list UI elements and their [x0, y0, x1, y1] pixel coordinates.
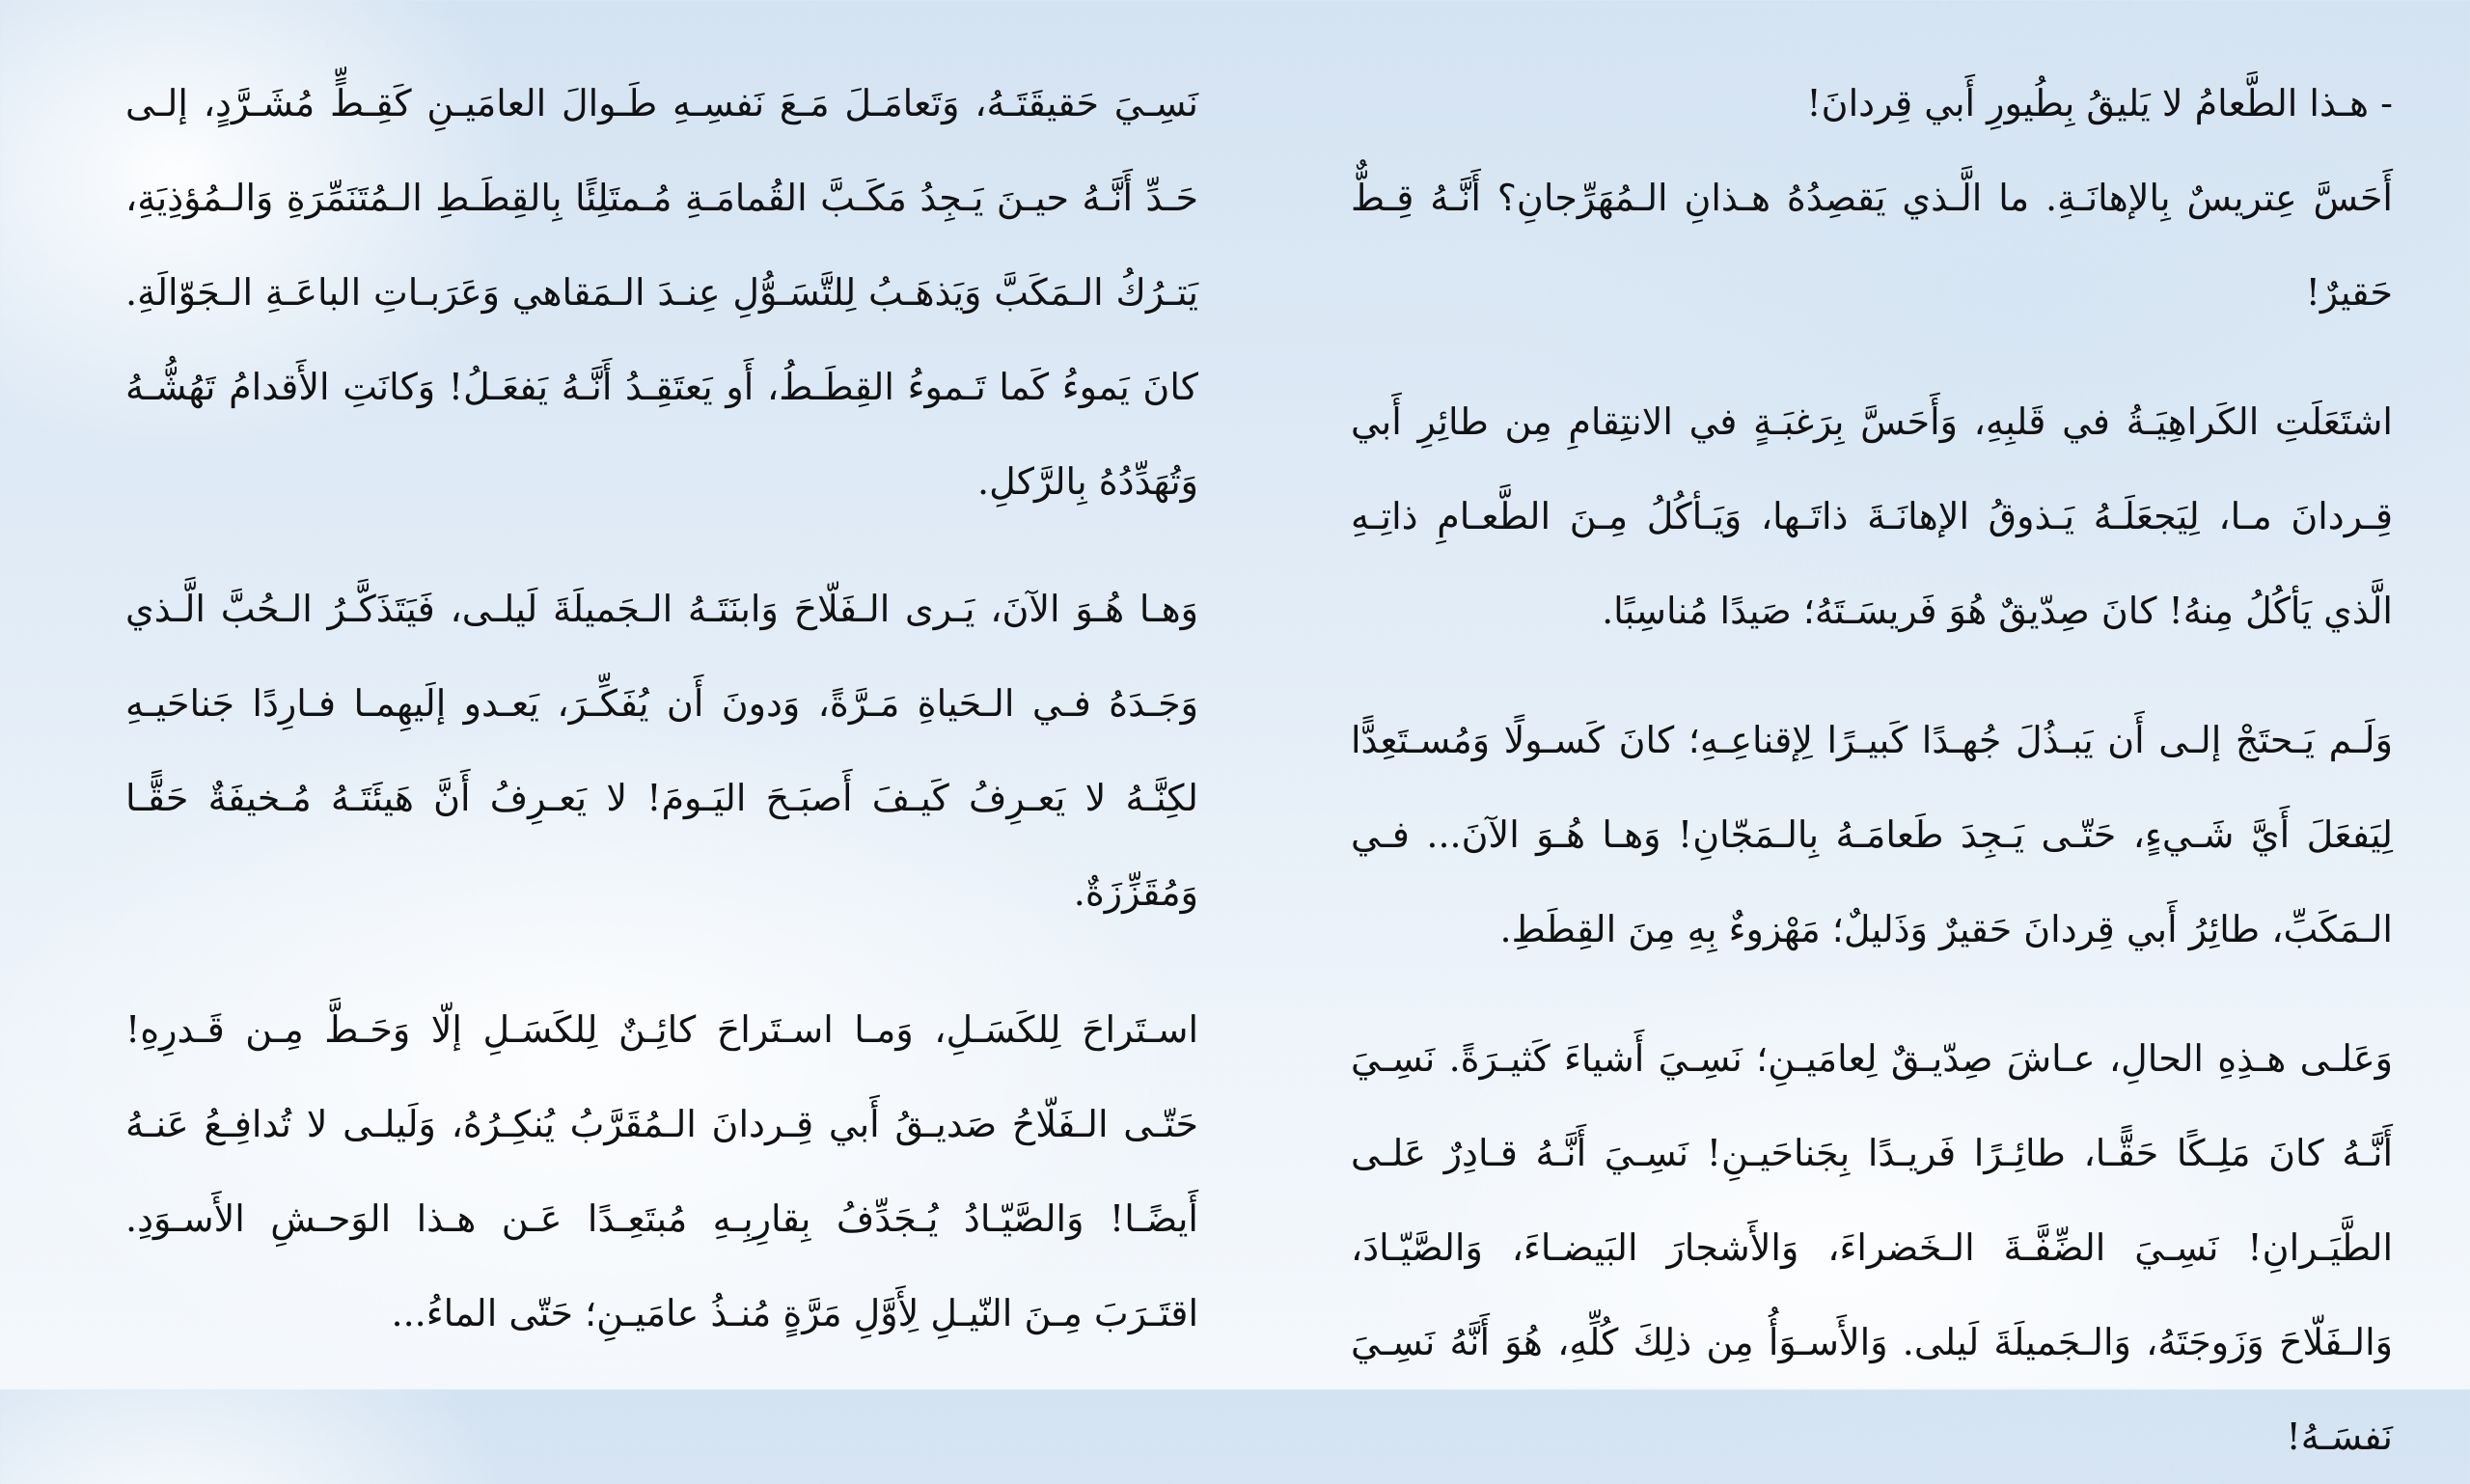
paragraph-laziness: اسـتَراحَ لِلكَسَـلِ، وَمـا اسـتَراحَ كائِـنٌ لِلكَسَـلِ إلّا وَحَـطَّ مِـن قَـدرِهِ! حَتّـى الـفَلّاحُ صَديـقُ أَبي قِـردانَ الـمُقَرَّبُ يُنكِـرُهُ، وَلَيلـى لا تُدافِـعُ عَنـهُ أَيضًـا! وَالصَّيّـادُ يُـجَدِّفُ بِقارِبِـهِ مُبتَعِـدًا عَـن هـذا الوَحـشِ الأَسـوَدِ. اقتَـرَبَ مِـنَ النّيـلِ لِأَوَّلِ مَرَّةٍ مُنـذُ عامَيـنِ؛ حَتّى الماءُ...: [125, 1008, 1198, 1334]
left-page: [0, 0, 1235, 1389]
paragraph-memory: وَهـا هُـوَ الآنَ، يَـرى الـفَلّاحَ وَابنَتَـهُ الـجَميلَةَ لَيلـى، فَيَتَذَكَّـرُ الـحُبَّ الَّـذي وَجَـدَهُ فـي الـحَياةِ مَـرَّةً، وَدونَ أَن يُفَكِّـرَ، يَعـدو إلَيهِمـا فـارِدًا جَناحَيـهِ لكِنَّـهُ لا يَعـرِفُ كَيـفَ أَصبَـحَ اليَـومَ! لا يَعـرِفُ أَنَّ هَيئَتَـهُ مُـخيفَةٌ حَقًّـا وَمُقَزِّزَةٌ.: [125, 588, 1198, 914]
dialogue-line: - هـذا الطَّعامُ لا يَليقُ بِطُيورِ أَبي قِردانَ!: [1806, 82, 2393, 124]
paragraph-persuasion: وَلَـم يَـحتَجْ إلـى أَن يَبـذُلَ جُهـدًا كَبيـرًا لِإقناعِـهِ؛ كانَ كَسـولًا وَمُسـتَعِدًّا لِيَفعَلَ أَيَّ شَـيءٍ، حَتّـى يَـجِدَ طَعامَـهُ بِالـمَجّانِ! وَهـا هُـوَ الآنَ... فـي الـمَكَبِّ، طائِرُ أَبي قِردانَ حَقيرٌ وَذَليلٌ؛ مَهْزوءٌ بِهِ مِنَ القِطَطِ.: [1351, 719, 2393, 950]
paragraph-insult: أَحَسَّ عِتريسٌ بِالإهانَـةِ. ما الَّـذي يَقصِدُهُ هـذانِ الـمُهَرِّجانِ؟ أَنَّـهُ قِـطٌّ حَقيرٌ!: [1351, 177, 2393, 314]
right-page: [1235, 0, 2470, 1458]
paragraph-forgetting: وَعَلـى هـذِهِ الحالِ، عـاشَ صِدّيـقٌ لِعامَيـنِ؛ نَسِـيَ أَشياءَ كَثيـرَةً. نَسِـيَ أَنَّـهُ كانَ مَلِـكًا حَقًّـا، طائِـرًا فَريـدًا بِجَناحَيـنِ! نَسِـيَ أَنَّـهُ قـادِرٌ عَلـى الطَّيَـرانِ! نَسِـيَ الضِّفَّـةَ الـخَضراءَ، وَالأَشجارَ البَيضـاءَ، وَالصَّيّـادَ، وَالـفَلّاحَ وَزَوجَتَهُ، وَالـجَميلَةَ لَيلى. وَالأَسـوَأُ مِن ذلِكَ كُلِّهِ، هُوَ أَنَّهُ نَسِـيَ نَفسَـهُ!: [1351, 1037, 2393, 1458]
paragraph-revenge: اشتَعَلَتِ الكَراهِيَـةُ في قَلبِهِ، وَأَحَسَّ بِرَغبَـةٍ في الانتِقامِ مِن طائِرِ أَبي قِـردانَ مـا، لِيَجعَلَـهُ يَـذوقُ الإهانَـةَ ذاتَـها، وَيَـأكُلُ مِـنَ الطَّعـامِ ذاتِـهِ الَّذي يَأكُلُ مِنهُ! كانَ صِدّيقٌ هُوَ فَريسَـتَهُ؛ صَيدًا مُناسِبًا.: [1351, 400, 2393, 632]
paragraph-stray-cat: نَسِـيَ حَقيقَتَـهُ، وَتَعامَـلَ مَـعَ نَفسِـهِ طَـوالَ العامَيـنِ كَقِـطٍّ مُشَـرَّدٍ، إلـى حَـدِّ أَنَّـهُ حيـنَ يَـجِدُ مَكَـبَّ القُمامَـةِ مُـمتَلِئًا بِالقِطَـطِ الـمُتَنَمِّرَةِ وَالـمُؤذِيَةِ، يَتـرُكُ الـمَكَبَّ وَيَذهَـبُ لِلتَّسَـوُّلِ عِنـدَ الـمَقاهي وَعَرَبـاتِ الباعَـةِ الـجَوّالَةِ. كانَ يَموءُ كَما تَـموءُ القِطَـطُ، أَو يَعتَقِـدُ أَنَّـهُ يَفعَـلُ! وَكانَتِ الأَقدامُ تَهُشُّـهُ وَتُهَدِّدُهُ بِالرَّكلِ.: [125, 82, 1199, 503]
